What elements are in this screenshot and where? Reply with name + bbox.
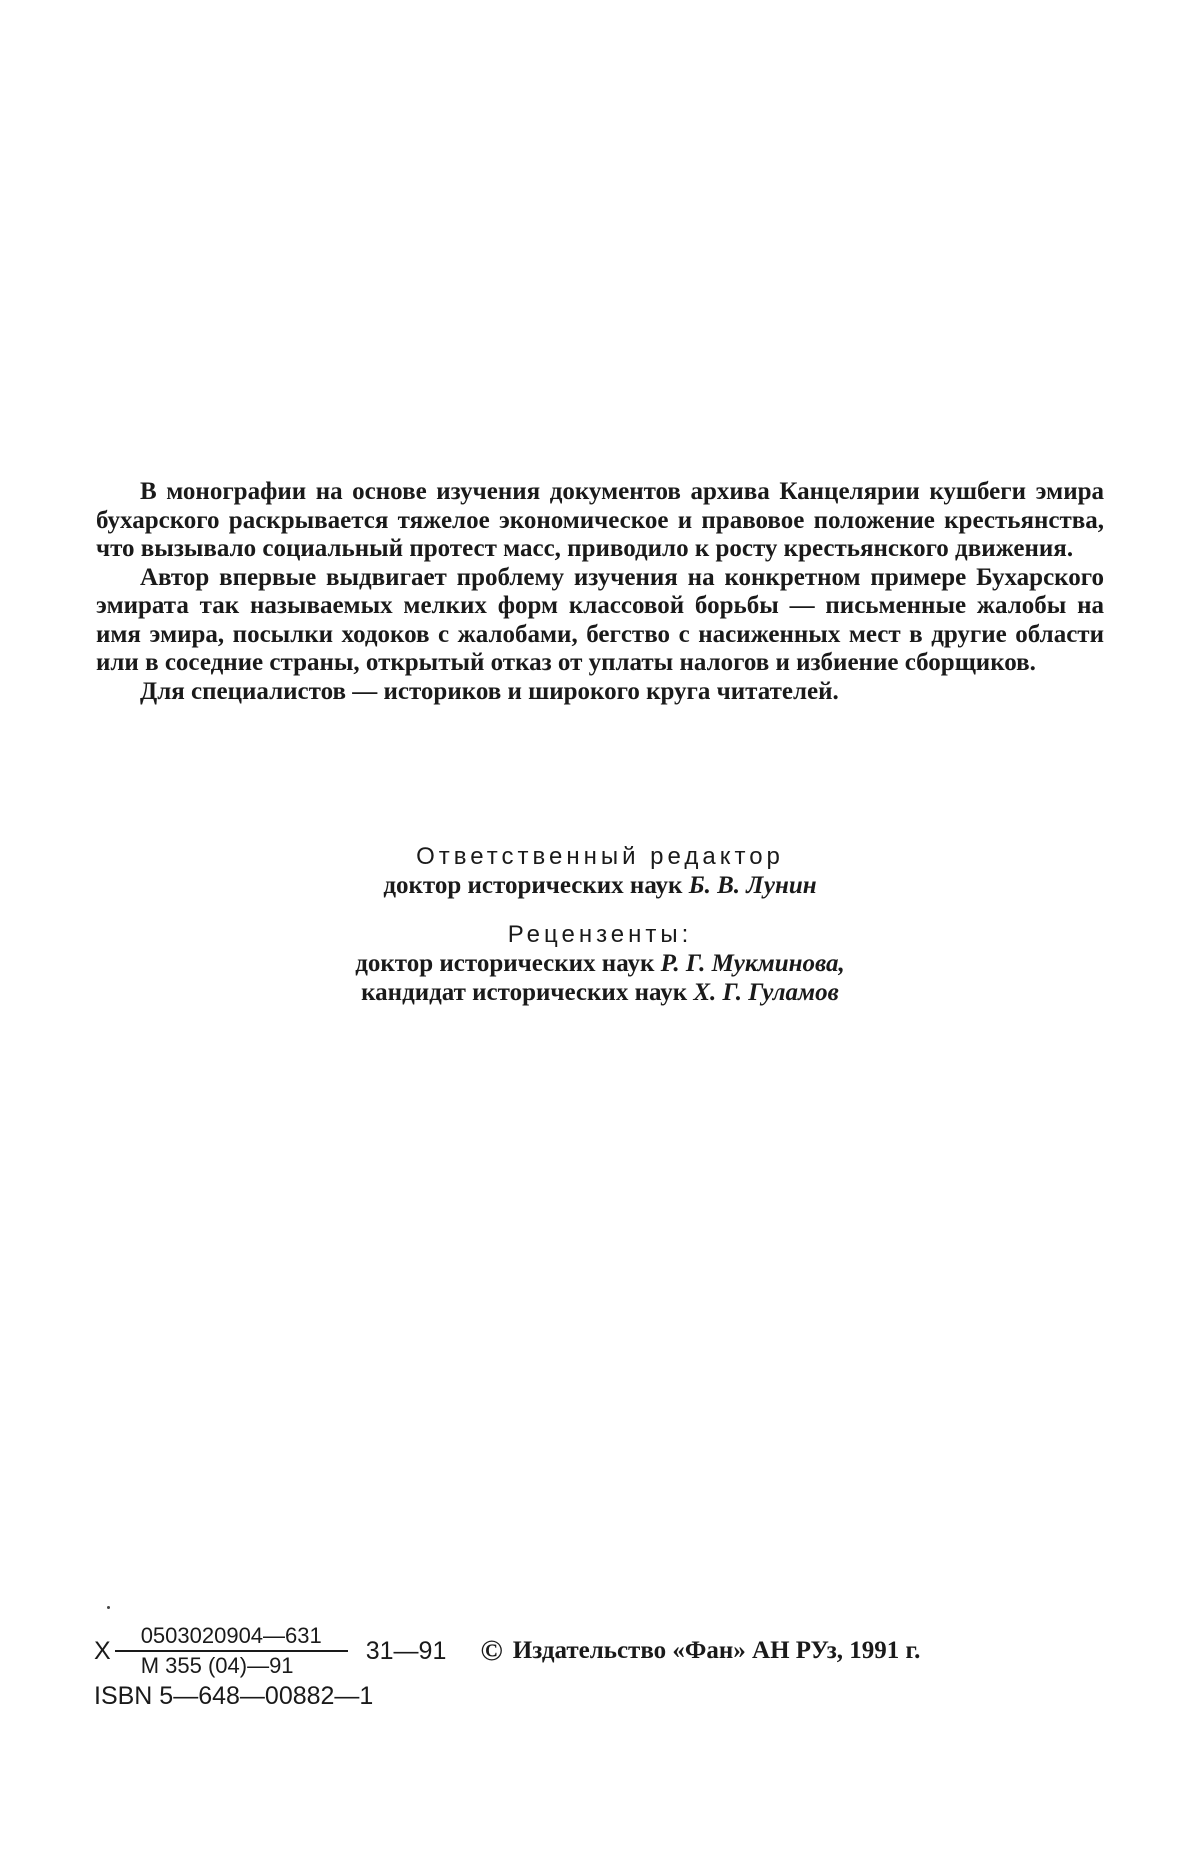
catalog-code-numerator: 0503020904—631 (115, 1623, 348, 1652)
reviewers-credit (200, 920, 1000, 1007)
reviewer-line (200, 978, 1000, 1007)
catalog-code-prefix: Х (94, 1636, 111, 1665)
editor-name: Б. В. Лунин (688, 872, 817, 899)
editor-line (200, 871, 1000, 900)
isbn: ISBN 5—648—00882—1 (94, 1682, 374, 1710)
catalog-code-row (94, 1624, 1094, 1678)
imprint-block (94, 1624, 1094, 1711)
editor-role-heading: Ответственный редактор (416, 843, 784, 870)
editor-credit (200, 842, 1000, 900)
annotation-paragraph-1: В монографии на основе изучения документов архива Канцелярии кушбеги эмира бухарского раскрывается тяжелое экономическое и правовое положение крестьянства, что вызывало социальный протест масс, приводило к росту крестьянского движения. (96, 478, 1104, 562)
annotation-paragraph-3: Для специалистов — историков и широкого круга читателей. (140, 677, 839, 705)
reviewer-title: кандидат исторических наук (361, 979, 688, 1006)
reviewer-line (200, 949, 1000, 978)
catalog-code-denominator: М 355 (04)—91 (140, 1653, 294, 1678)
catalog-code-suffix: 31—91 (365, 1636, 447, 1665)
annotation-paragraph-2: Автор впервые выдвигает проблему изучения на конкретном примере Бухарского эмирата так называемых мелких форм классовой борьбы — письменные жалобы на имя эмира, посылки ходоков с жалобами, бегство с насиженных мест в другие области или в соседние страны, открытый отказ от уплаты налогов и избиение сборщиков. (96, 563, 1104, 676)
publisher-line: Издательство «Фан» АН РУз, 1991 г. (512, 1637, 921, 1664)
copyright-icon: © (480, 1634, 503, 1667)
print-speck (107, 1606, 110, 1609)
reviewer-name: Р. Г. Мукминова, (660, 950, 845, 977)
catalog-code-fraction (115, 1623, 348, 1679)
editor-title: доктор исторических наук (383, 872, 683, 899)
reviewer-name: Х. Г. Гуламов (693, 979, 839, 1006)
reviewers-role-heading: Рецензенты: (507, 921, 693, 948)
reviewer-title: доктор исторических наук (355, 950, 655, 977)
annotation (96, 478, 1104, 706)
